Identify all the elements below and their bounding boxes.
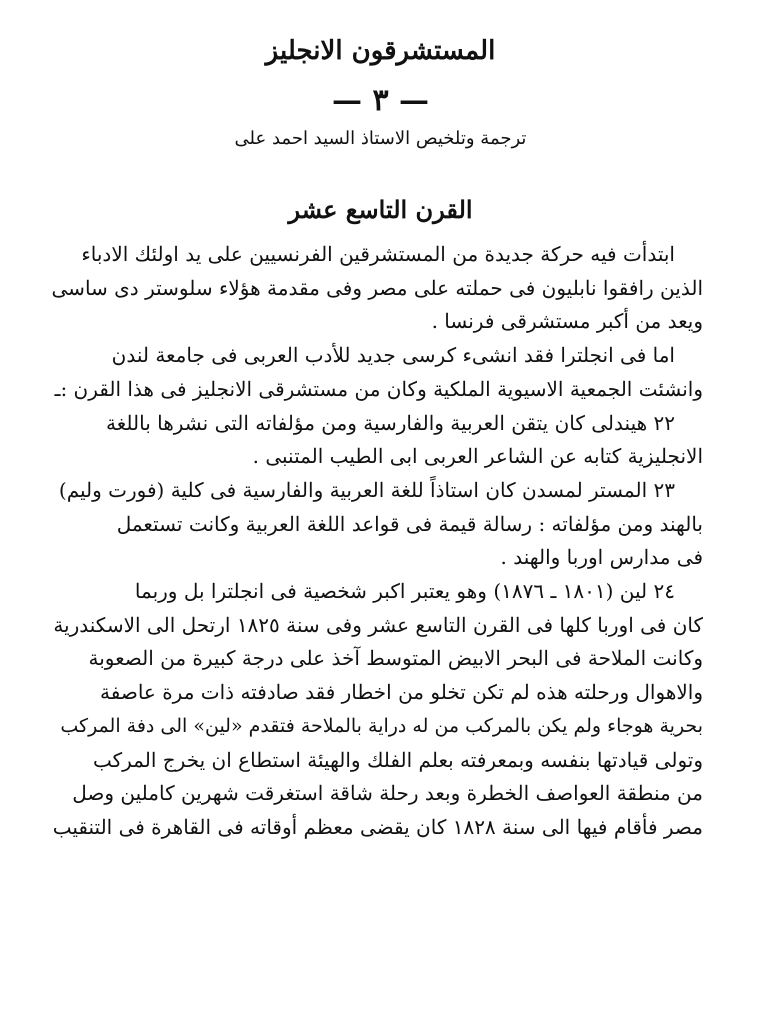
byline: ترجمة وتلخيص الاستاذ السيد احمد على	[234, 128, 527, 149]
text-line: مصر فأقام فيها الى سنة ١٨٢٨ كان يقضى معظم أوقاته فى القاهرة فى التنقيب	[52, 814, 703, 839]
text-line: ابتدأت فيه حركة جديدة من المستشرقين الفرنسيين على يد اولئك الادباء	[81, 242, 675, 266]
section-title: القرن التاسع عشر	[288, 195, 473, 224]
text-line: الانجليزية كتابه عن الشاعر العربى ابى الطيب المتنبى .	[252, 444, 703, 469]
text-line: كان فى اوربا كلها فى القرن التاسع عشر وفى سنة ١٨٢٥ ارتحل الى الاسكندرية	[53, 612, 703, 637]
text-line: وانشئت الجمعية الاسيوية الملكية وكان من مستشرقى الانجليز فى هذا القرن :ـ	[54, 376, 703, 401]
body-text	[49, 238, 703, 845]
text-line: بحرية هوجاء ولم يكن بالمركب من له دراية بالملاحة فتقدم «لين» الى دفة المركب	[60, 714, 703, 737]
part-number: — ٣ —	[331, 83, 430, 118]
text-line: ٢٢ هيندلى كان يتقن العربية والفارسية ومن مؤلفاته التى نشرها باللغة	[106, 410, 675, 435]
text-line: والاهوال ورحلته هذه لم تكن تخلو من اخطار فقد صادفته ذات مرة عاصفة	[100, 680, 703, 705]
text-line: بالهند ومن مؤلفاته : رسالة قيمة فى قواعد اللغة العربية وكانت تستعمل	[116, 511, 703, 536]
text-line: فى مدارس اوربا والهند .	[500, 545, 703, 570]
running-title: المستشرقون الانجليز	[265, 36, 496, 66]
text-line: ٢٤ لين (١٨٠١ ـ ١٨٧٦) وهو يعتبر اكبر شخصية فى انجلترا بل وربما	[134, 579, 675, 604]
text-line: اما فى انجلترا فقد انشىء كرسى جديد للأدب العربى فى جامعة لندن	[111, 343, 675, 368]
text-line: ويعد من أكبر مستشرقى فرنسا .	[431, 309, 703, 334]
text-line: الذين رافقوا نابليون فى حملته على مصر وفى مقدمة هؤلاء سلوستر دى ساسى	[51, 275, 703, 300]
text-line: من منطقة العواصف الخطرة وبعد رحلة شاقة استغرقت شهرين كاملين وصل	[72, 781, 703, 806]
text-line: وتولى قيادتها بنفسه وبمعرفته بعلم الفلك والهيئة استطاع ان يخرج المركب	[92, 747, 703, 772]
text-line: ٢٣ المستر لمسدن كان استاذاً للغة العربية والفارسية فى كلية (فورت وليم)	[58, 477, 675, 502]
text-line: وكانت الملاحة فى البحر الابيض المتوسط آخذ على درجة كبيرة من الصعوبة	[88, 646, 703, 671]
